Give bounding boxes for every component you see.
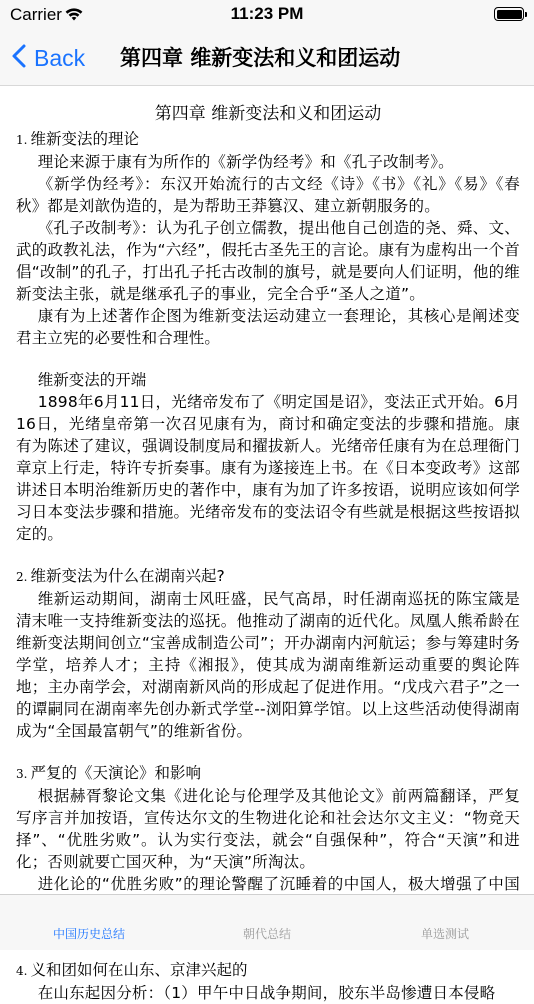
section-number: 2. xyxy=(16,570,28,584)
nav-title: 第四章 维新变法和义和团运动 xyxy=(120,46,401,70)
back-button[interactable] xyxy=(12,38,85,78)
paragraph: 维新运动期间，湖南士风旺盛，民气高昂，时任湖南巡抚的陈宝箴是清末唯一支持维新变法的巡抚。他推动了湖南的近代化。凤凰人熊希龄在维新变法期间创立“宝善成制造公司”；开办湖南内河航运；参与筹建时务学堂，培养人才；主持《湘报》，使其成为湖南维新运动重要的舆论阵地；主办南学会，对湖南新风尚的形成起了促进作用。“戊戌六君子”之一的谭嗣同在湖南率先创办新式学堂--浏阳算学馆。以上这些活动使得湖南成为“全国最富朝气”的维新省份。 xyxy=(16,590,520,740)
tab-label: 朝代总结 xyxy=(242,927,291,941)
section-heading-text: 维新变法为什么在湖南兴起? xyxy=(30,567,225,585)
status-time: 11:23 PM xyxy=(230,4,304,23)
battery-full-icon xyxy=(494,7,524,21)
paragraph: 理论来源于康有为所作的《新学伪经考》和《孔子改制考》。 xyxy=(37,153,454,171)
tab-label: 单选测试 xyxy=(420,927,469,941)
tab-bar xyxy=(0,894,534,950)
status-bar xyxy=(0,0,534,30)
section-heading xyxy=(16,565,520,588)
section-number: 4. xyxy=(16,964,28,978)
section-heading-text: 义和团如何在山东、京津兴起的 xyxy=(30,961,248,979)
paragraph: 康有为上述著作企图为维新变法运动建立一套理论，其核心是阐述变君主立宪的必要性和合理性。 xyxy=(16,307,520,347)
tab-dynasty-summary[interactable] xyxy=(178,895,356,950)
paragraph: 在山东起因分析：（1）甲午中日战争期间，胶东半岛惨遭日本侵略 xyxy=(37,984,496,1002)
paragraph: 1898年6月11日，光绪帝发布了《明定国是诏》，变法正式开始。6月16日，光绪皇帝第一次召见康有为，商讨和确定变法的步骤和措施。康有为陈述了建议，强调设制度局和擢拔新人。光绪帝任康有为在总理衙门章京上行走，特许专折奏事。康有为遂接连上书。在《日本变政考》这部讲述日本明治维新历史的著作中，康有为加了许多按语，说明应该如何学习日本变法步骤和措施。光绪帝发布的变法诏令有些就是根据这些按语拟定的。 xyxy=(16,393,520,543)
tab-history-summary[interactable] xyxy=(0,895,178,950)
navigation-bar xyxy=(0,30,534,86)
tab-single-choice-quiz[interactable] xyxy=(356,895,534,950)
section-number: 1. xyxy=(16,133,28,147)
paragraph: 《孔子改制考》：认为孔子创立儒教，提出他自己创造的尧、舜、文、武的政教礼法，作为“六经”，假托古圣先王的言论。康有为虚构出一个首倡“改制”的孔子，打出孔子托古改制的旗号，就是要向人们证明，他的维新变法主张，就是继承孔子的事业，完全合乎“圣人之道”。 xyxy=(16,219,520,303)
tab-label: 中国历史总结 xyxy=(52,927,125,941)
section-heading xyxy=(16,128,520,151)
section-heading xyxy=(16,369,520,391)
section-heading xyxy=(16,959,520,982)
section-heading-text: 严复的《天演论》和影响 xyxy=(30,764,201,782)
paragraph: 根据赫胥黎论文集《进化论与伦理学及其他论文》前两篇翻译，严复写序言并加按语，宣传达尔文的生物进化论和社会达尔文主义：“物竞天择”、“优胜劣败”。认为实行变法，就会“自强保种”，符合“天演”和进化；否则就要亡国灭种，为“天演”所淘汰。 xyxy=(16,787,520,871)
carrier-label: Carrier xyxy=(10,5,62,24)
document-title: 第四章 维新变法和义和团运动 xyxy=(154,104,382,124)
back-label: Back xyxy=(34,44,86,71)
section-heading xyxy=(16,762,520,785)
paragraph: 《新学伪经考》：东汉开始流行的古文经《诗》《书》《礼》《易》《春秋》都是刘歆伪造的，是为帮助王莽篡汉、建立新朝服务的。 xyxy=(16,175,520,215)
section-heading-text: 维新变法的理论 xyxy=(30,130,139,148)
section-number: 3. xyxy=(16,767,28,781)
paragraph: 进化论的“优胜劣败”的理论警醒了沉睡着的中国人，极大增强了中国 xyxy=(37,875,520,893)
chevron-left-icon xyxy=(12,44,26,72)
section-heading-text: 维新变法的开端 xyxy=(37,371,147,389)
